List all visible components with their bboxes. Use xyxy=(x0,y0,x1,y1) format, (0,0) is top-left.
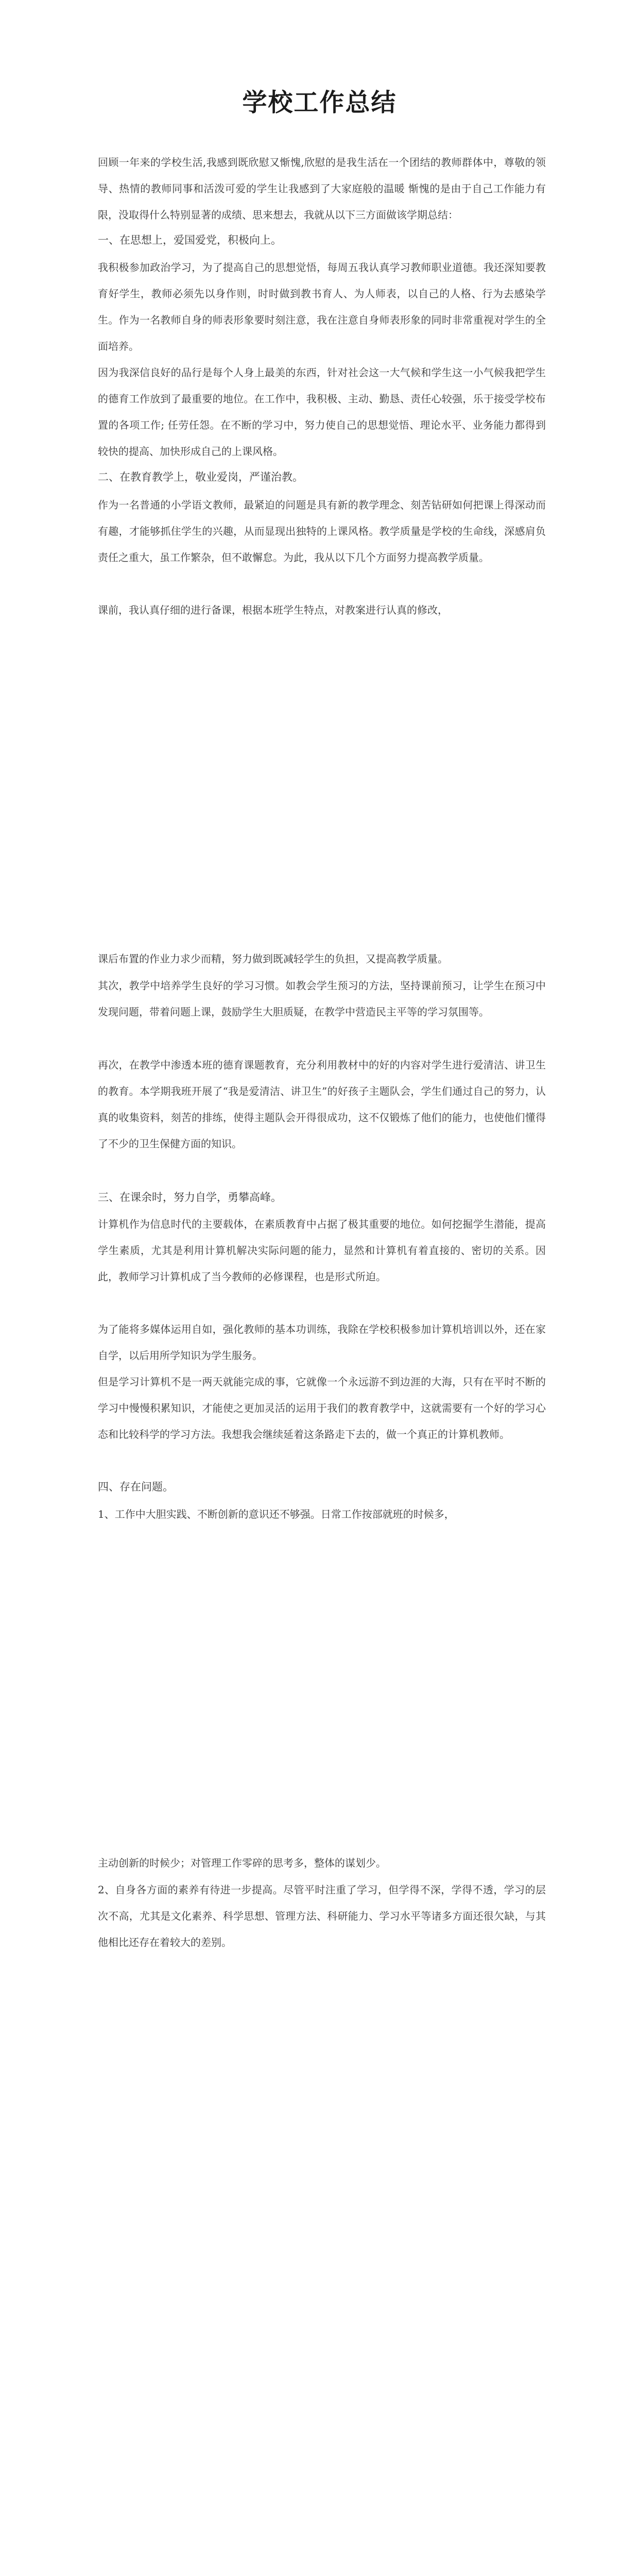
paragraph: 因为我深信良好的品行是每个人身上最美的东西，针对社会这一大气候和学生这一小气候我把学生的德育工作放到了最重要的地位。在工作中，我积极、主动、勤恳、责任心较强，乐于接受学校布置的各项工作; 任劳任怨。在不断的学习中，努力使自己的思想觉悟、理论水平、业务能力都得到较快的提高、加快形成自己的上课风格。 xyxy=(98,366,546,457)
section-heading-2: 二、在教育教学上，敬业爱岗，严谨治教。 xyxy=(98,471,303,483)
paragraph: 作为一名普通的小学语文教师，最紧迫的问题是具有新的教学理念、刻苦钻研如何把课上得深动而有趣，才能够抓住学生的兴趣，从而显现出独特的上课风格。教学质量是学校的生命线，深感肩负责任之重大，虽工作繁杂，但不敢懈怠。为此，我从以下几个方面努力提高教学质量。 xyxy=(98,499,546,564)
paragraph-intro: 回顾一年来的学校生活,我感到既欣慰又惭愧,欣慰的是我生活在一个团结的教师群体中，尊敬的领导、热情的教师同事和活泼可爱的学生让我感到了大家庭般的温暖 惭愧的是由于自己工作能力有限，没取得什么特别显著的成绩、思来想去，我就从以下三方面做该学期总结： xyxy=(98,156,546,221)
paragraph: 主动创新的时候少；对管理工作零碎的思考多，整体的谋划少。 xyxy=(98,1857,386,1869)
paragraph: 但是学习计算机不是一两天就能完成的事，它就像一个永远游不到边涯的大海，只有在平时不断的学习中慢慢积累知识，才能使之更加灵活的运用于我们的教育教学中，这就需要有一个好的学习心态和比较科学的学习方法。我想我会继续延着这条路走下去的，做一个真正的计算机教师。 xyxy=(98,1376,546,1440)
document-title: 学校工作总结 xyxy=(242,88,397,117)
section-heading-3: 三、在课余时，努力自学，勇攀高峰。 xyxy=(98,1191,282,1204)
paragraph: 1、工作中大胆实践、不断创新的意识还不够强。日常工作按部就班的时候多， xyxy=(98,1508,455,1520)
section-heading-4: 四、存在问题。 xyxy=(98,1481,174,1493)
paragraph: 再次，在教学中渗透本班的德育课题教育，充分利用教材中的好的内容对学生进行爱清洁、讲卫生的教育。本学期我班开展了“我是爱清洁、讲卫生”的好孩子主题队会，学生们通过自己的努力，认真的收集资料，刻苦的排练，使得主题队会开得很成功，这不仅锻炼了他们的能力，也使他们懂得了不少的卫生保健方面的知识。 xyxy=(98,1059,546,1150)
paragraph: 为了能将多媒体运用自如，强化教师的基本功训练，我除在学校积极参加计算机培训以外，还在家自学，以后用所学知识为学生服务。 xyxy=(98,1323,546,1362)
paragraph: 计算机作为信息时代的主要载体，在素质教育中占据了极其重要的地位。如何挖掘学生潜能，提高学生素质，尤其是利用计算机解决实际问题的能力，显然和计算机有着直接的、密切的关系。因此，教师学习计算机成了当今教师的必修课程，也是形式所迫。 xyxy=(98,1218,546,1283)
paragraph: 2、自身各方面的素养有待进一步提高。尽管平时注重了学习，但学得不深，学得不透，学习的层次不高，尤其是文化素养、科学思想、管理方法、科研能力、学习水平等诸多方面还很欠缺，与其他相比还存在着较大的差别。 xyxy=(98,1884,546,1948)
section-heading-1: 一、在思想上，爱国爱党，积极向上。 xyxy=(98,234,282,246)
paragraph: 我积极参加政治学习，为了提高自己的思想觉悟，每周五我认真学习教师职业道德。我还深知要教育好学生，教师必须先以身作则，时时做到教书育人、为人师表，以自己的人格、行为去感染学生。作为一名教师自身的师表形象要时刻注意，我在注意自身师表形象的同时非常重视对学生的全面培养。 xyxy=(98,261,546,352)
paragraph: 课后布置的作业力求少而精，努力做到既减轻学生的负担，又提高教学质量。 xyxy=(98,953,448,965)
paragraph: 其次，教学中培养学生良好的学习习惯。如教会学生预习的方法，坚持课前预习，让学生在预习中发现问题，带着问题上课，鼓励学生大胆质疑，在教学中营造民主平等的学习氛围等。 xyxy=(98,979,546,1018)
paragraph: 课前，我认真仔细的进行备课，根据本班学生特点，对教案进行认真的修改， xyxy=(98,604,448,616)
